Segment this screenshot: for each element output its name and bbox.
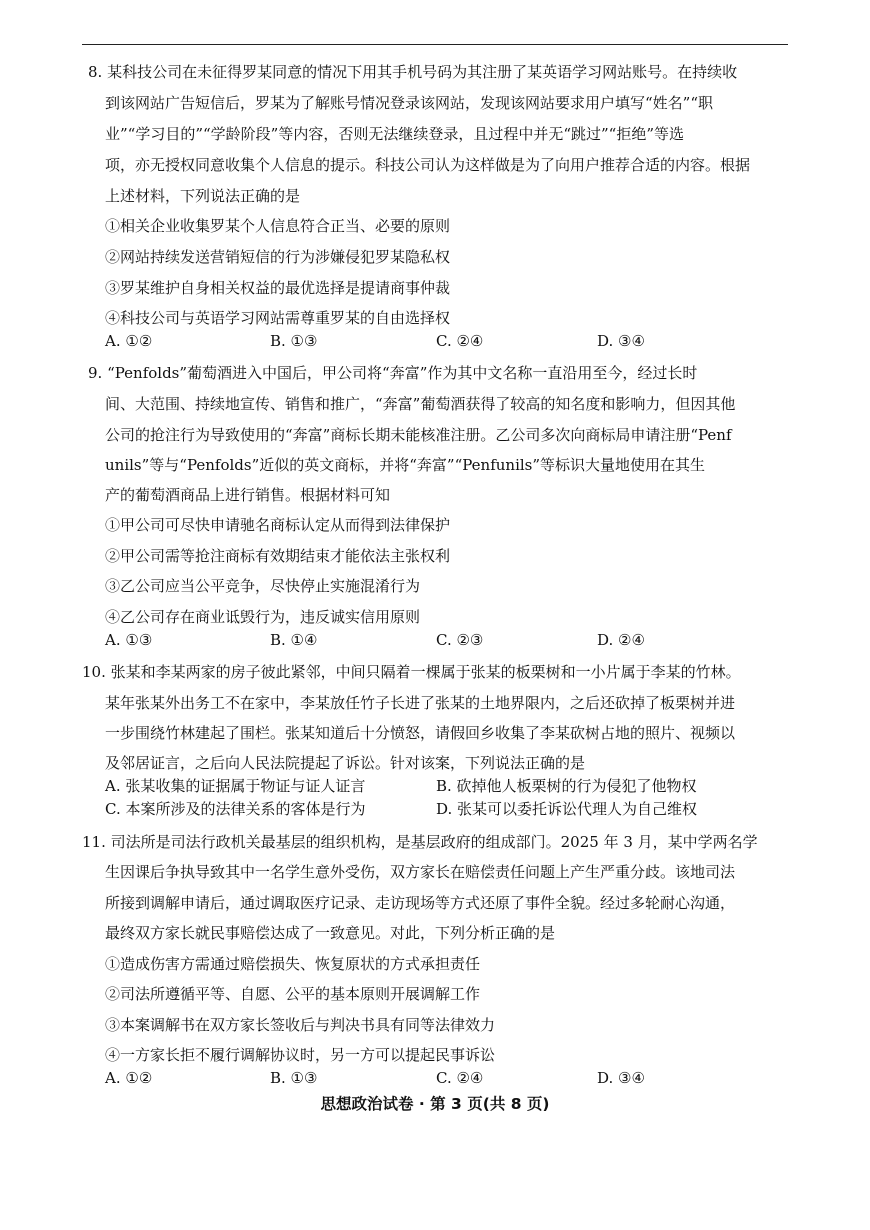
q11-option-b[interactable]: B. ①③ <box>270 1069 318 1087</box>
q10-line-3: 一步围绕竹林建起了围栏。张某知道后十分愤怒，请假回乡收集了李某砍树占地的照片、视频以 <box>105 724 736 742</box>
q11-statement-2: ②司法所遵循平等、自愿、公平的基本原则开展调解工作 <box>105 985 481 1003</box>
q8-option-c[interactable]: C. ②④ <box>436 332 484 350</box>
q11-line-3: 所接到调解申请后，通过调取医疗记录、走访现场等方式还原了事件全貌。经过多轮耐心沟通， <box>105 894 736 912</box>
q9-statement-1: ①甲公司可尽快申请驰名商标认定从而得到法律保护 <box>105 516 451 534</box>
q8-line-1: 8. 某科技公司在未征得罗某同意的情况下用其手机号码为其注册了某英语学习网站账号。在持续收 <box>88 63 738 81</box>
q8-option-a[interactable]: A. ①② <box>105 332 153 350</box>
q9-line-5: 产的葡萄酒商品上进行销售。根据材料可知 <box>105 486 391 504</box>
q10-line-2: 某年张某外出务工不在家中，李某放任竹子长进了张某的土地界限内，之后还砍掉了板栗树并进 <box>105 694 736 712</box>
q10-option-c[interactable]: C. 本案所涉及的法律关系的客体是行为 <box>105 800 366 818</box>
q9-line-3: 公司的抢注行为导致使用的“奔富”商标长期未能核准注册。乙公司多次向商标局申请注册“Penf <box>105 426 732 444</box>
q8-option-b[interactable]: B. ①③ <box>270 332 318 350</box>
q9-option-a[interactable]: A. ①③ <box>105 631 153 649</box>
q10-option-a[interactable]: A. 张某收集的证据属于物证与证人证言 <box>105 777 366 795</box>
q11-option-c[interactable]: C. ②④ <box>436 1069 484 1087</box>
page-footer: 思想政治试卷 · 第 3 页(共 8 页) <box>320 1095 550 1113</box>
q10-option-d[interactable]: D. 张某可以委托诉讼代理人为自己维权 <box>436 800 698 818</box>
q10-line-1: 10. 张某和李某两家的房子彼此紧邻，中间只隔着一棵属于张某的板栗树和一小片属于李某的竹林。 <box>82 663 741 681</box>
q8-line-2: 到该网站广告短信后，罗某为了解账号情况登录该网站，发现该网站要求用户填写“姓名”“职 <box>105 94 714 112</box>
q8-line-5: 上述材料，下列说法正确的是 <box>105 187 301 205</box>
q9-statement-4: ④乙公司存在商业诋毁行为，违反诚实信用原则 <box>105 608 421 626</box>
q8-line-3: 业”“学习目的”“学龄阶段”等内容，否则无法继续登录，且过程中并无“跳过”“拒绝”等选 <box>105 125 685 143</box>
q11-option-d[interactable]: D. ③④ <box>597 1069 645 1087</box>
q9-line-1: 9. “Penfolds”葡萄酒进入中国后，甲公司将“奔富”作为其中文名称一直沿用至今，经过长时 <box>88 364 698 382</box>
q9-statement-3: ③乙公司应当公平竞争，尽快停止实施混淆行为 <box>105 577 421 595</box>
q9-statement-2: ②甲公司需等抢注商标有效期结束才能依法主张权利 <box>105 547 451 565</box>
q8-line-4: 项，亦无授权同意收集个人信息的提示。科技公司认为这样做是为了向用户推荐合适的内容。根据 <box>105 156 751 174</box>
header-rule <box>82 44 788 45</box>
q9-line-4: unils”等与“Penfolds”近似的英文商标，并将“奔富”“Penfunils”等标识大量地使用在其生 <box>105 456 706 474</box>
q9-option-b[interactable]: B. ①④ <box>270 631 318 649</box>
q11-statement-4: ④一方家长拒不履行调解协议时，另一方可以提起民事诉讼 <box>105 1046 496 1064</box>
q11-statement-1: ①造成伤害方需通过赔偿损失、恢复原状的方式承担责任 <box>105 955 481 973</box>
q8-statement-1: ①相关企业收集罗某个人信息符合正当、必要的原则 <box>105 217 451 235</box>
q11-option-a[interactable]: A. ①② <box>105 1069 153 1087</box>
q11-line-4: 最终双方家长就民事赔偿达成了一致意见。对此，下列分析正确的是 <box>105 924 556 942</box>
q8-statement-2: ②网站持续发送营销短信的行为涉嫌侵犯罗某隐私权 <box>105 248 451 266</box>
q10-option-b[interactable]: B. 砍掉他人板栗树的行为侵犯了他物权 <box>436 777 697 795</box>
q11-line-1: 11. 司法所是司法行政机关最基层的组织机构，是基层政府的组成部门。2025 年 3 月，某中学两名学 <box>82 833 758 851</box>
q9-option-d[interactable]: D. ②④ <box>597 631 645 649</box>
q9-option-c[interactable]: C. ②③ <box>436 631 484 649</box>
q11-statement-3: ③本案调解书在双方家长签收后与判决书具有同等法律效力 <box>105 1016 496 1034</box>
q8-option-d[interactable]: D. ③④ <box>597 332 645 350</box>
q8-statement-4: ④科技公司与英语学习网站需尊重罗某的自由选择权 <box>105 309 451 327</box>
q9-line-2: 间、大范围、持续地宣传、销售和推广，“奔富”葡萄酒获得了较高的知名度和影响力，但因其他 <box>105 395 736 413</box>
q11-line-2: 生因课后争执导致其中一名学生意外受伤，双方家长在赔偿责任问题上产生严重分歧。该地司法 <box>105 863 736 881</box>
q8-statement-3: ③罗某维护自身相关权益的最优选择是提请商事仲裁 <box>105 279 451 297</box>
q10-line-4: 及邻居证言，之后向人民法院提起了诉讼。针对该案，下列说法正确的是 <box>105 754 586 772</box>
